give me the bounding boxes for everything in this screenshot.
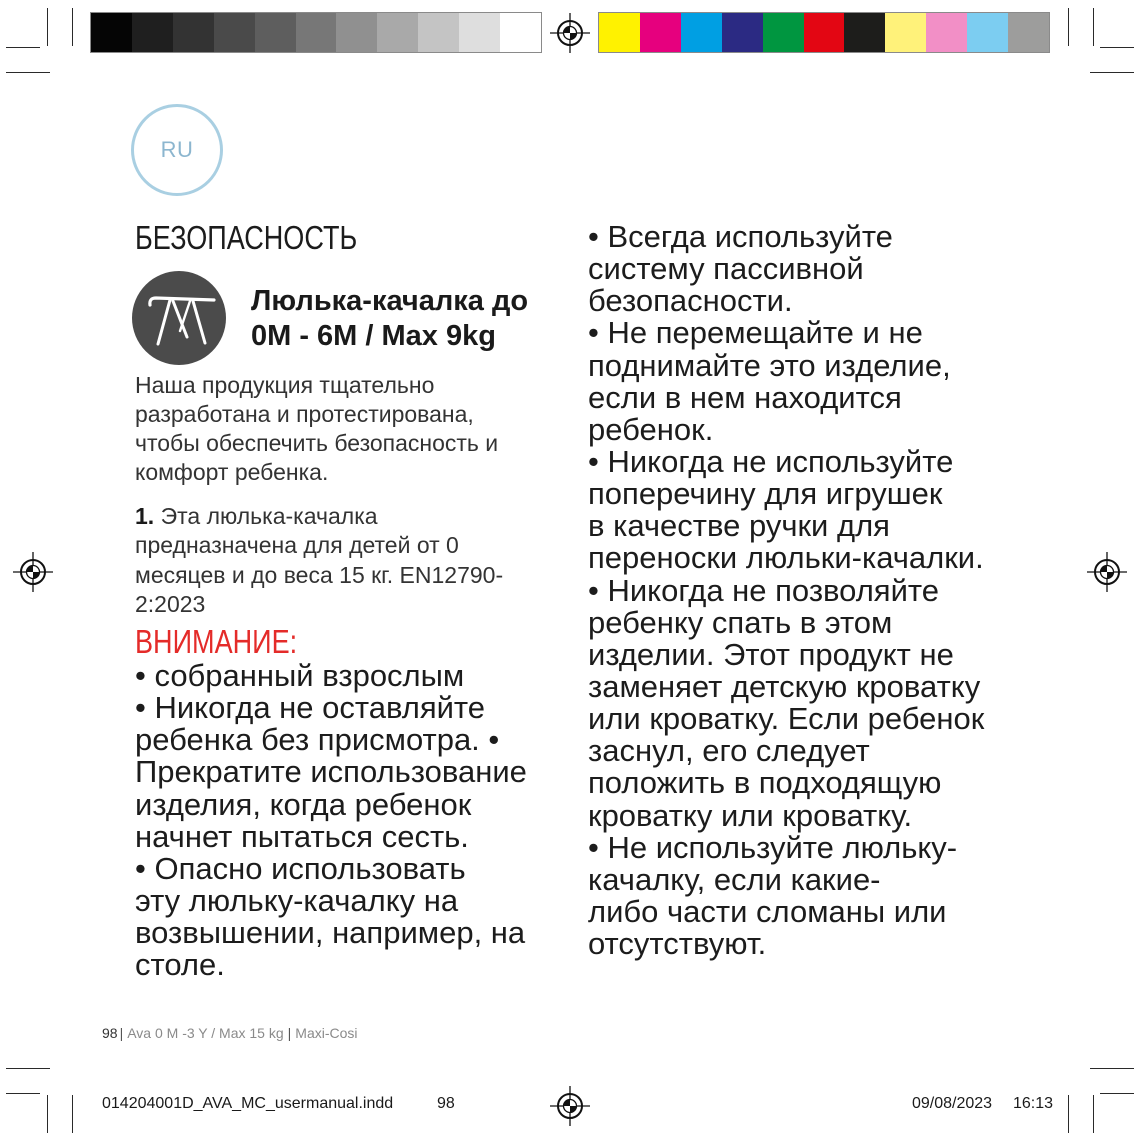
crop-mark — [1068, 1095, 1069, 1133]
color-patch — [926, 13, 967, 52]
warning-line: ребенку спать в этом — [588, 604, 893, 640]
crop-mark — [1093, 8, 1094, 46]
language-badge — [131, 104, 223, 196]
color-patch — [173, 13, 214, 52]
grayscale-bar — [90, 12, 542, 53]
product-title-line: Люлька-качалка до — [251, 285, 529, 317]
note-line — [135, 502, 503, 531]
warning-line: эту люльку-качалку на — [135, 882, 459, 918]
color-patch — [91, 13, 132, 52]
warning-line: безопасности. — [588, 283, 793, 319]
warning-line: • собранный взрослым — [135, 658, 465, 693]
slug-time: 16:13 — [1013, 1095, 1054, 1112]
color-patch — [804, 13, 845, 52]
intro-paragraph — [135, 371, 498, 487]
warning-line: Прекратите использование — [135, 754, 527, 790]
crop-mark — [72, 8, 73, 46]
warning-line: поперечину для игрушек — [588, 476, 943, 512]
color-patch — [1008, 13, 1049, 52]
crop-mark — [47, 8, 48, 46]
color-patch — [722, 13, 763, 52]
warning-line: или кроватку. Если ребенок — [588, 701, 985, 737]
warning-line: • Не используйте люльку- — [588, 829, 958, 865]
color-patch — [459, 13, 500, 52]
color-patch — [763, 13, 804, 52]
crop-mark — [1100, 47, 1134, 48]
slug-page: 98 — [437, 1095, 455, 1112]
intro-line: Наша продукция тщательно — [135, 372, 435, 398]
warning-line: если в нем находится — [588, 379, 902, 415]
warning-line: • Всегда используйте — [588, 219, 893, 254]
warning-line: • Не перемещайте и не — [588, 315, 923, 351]
registration-mark-icon — [550, 13, 590, 53]
crop-mark — [6, 1093, 40, 1094]
color-patch — [418, 13, 459, 52]
warning-line: систему пассивной — [588, 251, 864, 287]
rocker-icon — [132, 271, 226, 365]
color-patch — [336, 13, 377, 52]
note-number: 1. — [135, 503, 155, 529]
crop-mark — [1093, 1095, 1094, 1133]
warning-line: заменяет детскую кроватку — [588, 668, 981, 704]
warning-line: изделии. Этот продукт не — [588, 636, 954, 672]
crop-mark — [6, 47, 40, 48]
color-patch — [885, 13, 926, 52]
intro-line: комфорт ребенка. — [135, 459, 329, 485]
warning-line: • Никогда не позволяйте — [588, 572, 940, 608]
warning-line: возвышении, например, на — [135, 915, 526, 951]
crop-mark — [6, 72, 50, 73]
crop-mark — [47, 1095, 48, 1133]
page-footer — [102, 1026, 358, 1040]
crop-mark — [1090, 1068, 1134, 1069]
registration-mark-icon — [550, 1086, 590, 1126]
warning-line: • Опасно использовать — [135, 850, 466, 886]
crop-mark — [1100, 1093, 1134, 1094]
color-patch — [640, 13, 681, 52]
warning-line: ребенка без присмотра. • — [135, 722, 500, 758]
color-patch — [681, 13, 722, 52]
section-title: БЕЗОПАСНОСТЬ — [135, 219, 358, 256]
color-patch — [214, 13, 255, 52]
warning-line: либо части сломаны или — [588, 893, 947, 929]
warning-line: положить в подходящую — [588, 765, 942, 801]
product-title-line: 0M - 6M / Max 9kg — [251, 320, 496, 352]
language-badge-label: RU — [160, 137, 194, 162]
registration-mark-icon — [13, 552, 53, 592]
warning-line: начнет пытаться сесть. — [135, 818, 469, 854]
color-patch — [844, 13, 885, 52]
warning-line: в качестве ручки для — [588, 508, 890, 544]
color-patch — [377, 13, 418, 52]
color-patch — [500, 13, 541, 52]
crop-mark — [6, 1068, 50, 1069]
warning-heading: ВНИМАНИЕ: — [135, 623, 298, 660]
warning-line: поднимайте это изделие, — [588, 347, 951, 383]
footer-separator: | — [287, 1025, 292, 1041]
crop-mark — [1068, 8, 1069, 46]
note-line: 2:2023 — [135, 590, 206, 617]
numbered-note — [135, 502, 503, 619]
warning-line: • Никогда не используйте — [588, 443, 954, 479]
intro-line: разработана и протестирована, — [135, 401, 474, 427]
warning-line: • Никогда не оставляйте — [135, 690, 486, 726]
slug-date: 09/08/2023 — [912, 1095, 993, 1112]
page-number: 98 — [102, 1025, 118, 1041]
product-title — [251, 284, 528, 354]
intro-line: чтобы обеспечить безопасность и — [135, 430, 499, 456]
warnings-left — [135, 660, 527, 981]
warnings-right — [588, 221, 984, 960]
color-patch — [132, 13, 173, 52]
slug-filename: 014204001D_AVA_MC_usermanual.indd — [102, 1095, 394, 1112]
crop-mark — [72, 1095, 73, 1133]
warning-line: кроватку или кроватку. — [588, 797, 913, 833]
crop-mark — [1090, 72, 1134, 73]
color-patch — [599, 13, 640, 52]
color-patch — [255, 13, 296, 52]
warning-line: изделия, когда ребенок — [135, 786, 472, 822]
warning-line: переноски люльки-качалки. — [588, 540, 984, 576]
registration-mark-icon — [1087, 552, 1127, 592]
warning-line: качалку, если какие- — [588, 861, 881, 897]
note-line: предназначена для детей от 0 — [135, 532, 459, 559]
footer-separator: | — [119, 1025, 124, 1041]
warning-line: ребенок. — [588, 411, 714, 447]
warning-line: отсутствуют. — [588, 926, 767, 962]
color-patch — [296, 13, 337, 52]
warning-line: заснул, его следует — [588, 733, 870, 769]
note-line: месяцев и до веса 15 кг. EN12790- — [135, 561, 504, 588]
footer-product-info: Ava 0 M -3 Y / Max 15 kg — [127, 1025, 284, 1041]
color-patch — [967, 13, 1008, 52]
note-text: Эта люлька-качалка — [160, 503, 378, 529]
warning-line: столе. — [135, 947, 225, 983]
color-bar — [598, 12, 1050, 53]
footer-brand: Maxi-Cosi — [295, 1025, 358, 1041]
